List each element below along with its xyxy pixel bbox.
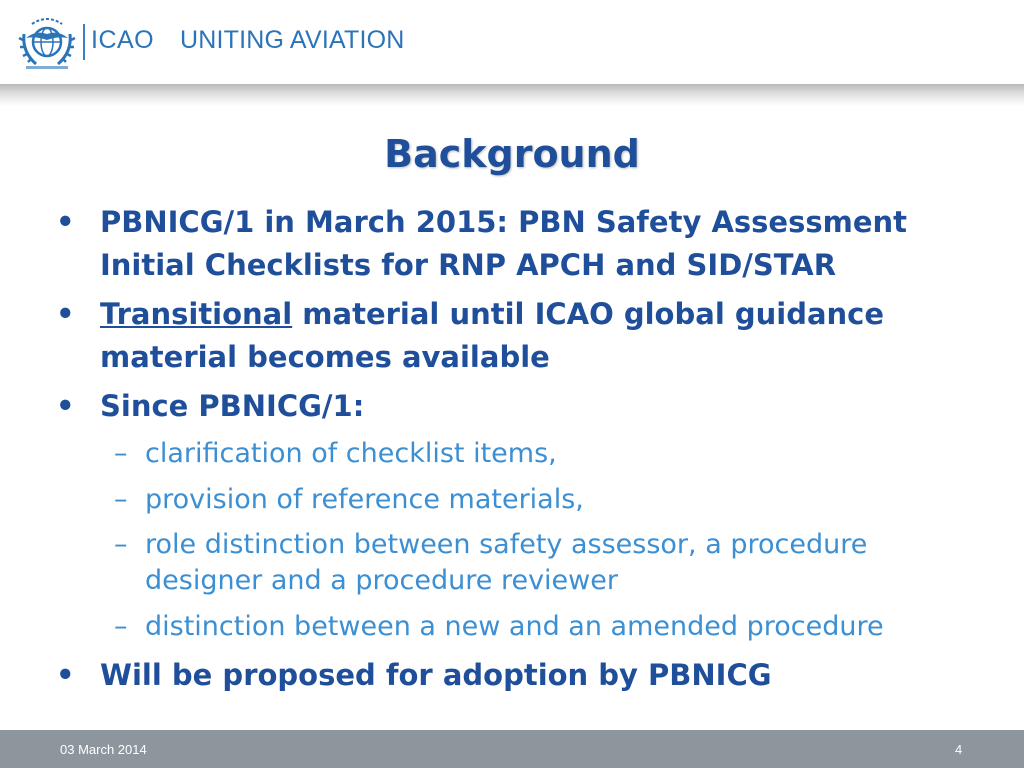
bullet-icon: • [56, 389, 75, 423]
dash-icon: – [114, 529, 128, 560]
icao-emblem-icon [14, 12, 80, 70]
page-number: 4 [955, 742, 963, 757]
underlined-term: Transitional [100, 297, 293, 331]
sub-bullet-text: role distinction between safety assessor, a procedure designer and a procedure reviewer [145, 529, 868, 596]
bullet-icon: • [56, 205, 75, 239]
bullet-icon: • [56, 658, 75, 692]
slide-header [0, 0, 1024, 84]
slide-footer [0, 730, 1024, 768]
org-name: ICAO [91, 26, 155, 54]
footer-date: 03 March 2014 [60, 742, 147, 757]
bullet-text: PBNICG/1 in March 2015: PBN Safety Assessment Initial Checklists for RNP APCH and SID/STAR [100, 205, 908, 282]
dash-icon: – [114, 484, 128, 515]
bullet-text: Since PBNICG/1: [100, 389, 365, 423]
slide-title: Background [384, 132, 640, 176]
logo-divider [83, 24, 85, 60]
dash-icon: – [114, 438, 128, 469]
bullet-text-rest: material until ICAO global guidance material becomes available [100, 297, 885, 374]
dash-icon: – [114, 611, 128, 642]
sub-bullet-text: clarification of checklist items, [145, 438, 557, 469]
bullet-text [100, 293, 950, 379]
tagline: UNITING AVIATION [180, 26, 405, 54]
header-divider [0, 84, 1024, 106]
bullet-text: Will be proposed for adoption by PBNICG [100, 658, 772, 692]
sub-bullet-text: provision of reference materials, [145, 484, 584, 515]
sub-bullet-text: distinction between a new and an amended procedure [145, 611, 884, 642]
bullet-icon: • [56, 297, 75, 331]
